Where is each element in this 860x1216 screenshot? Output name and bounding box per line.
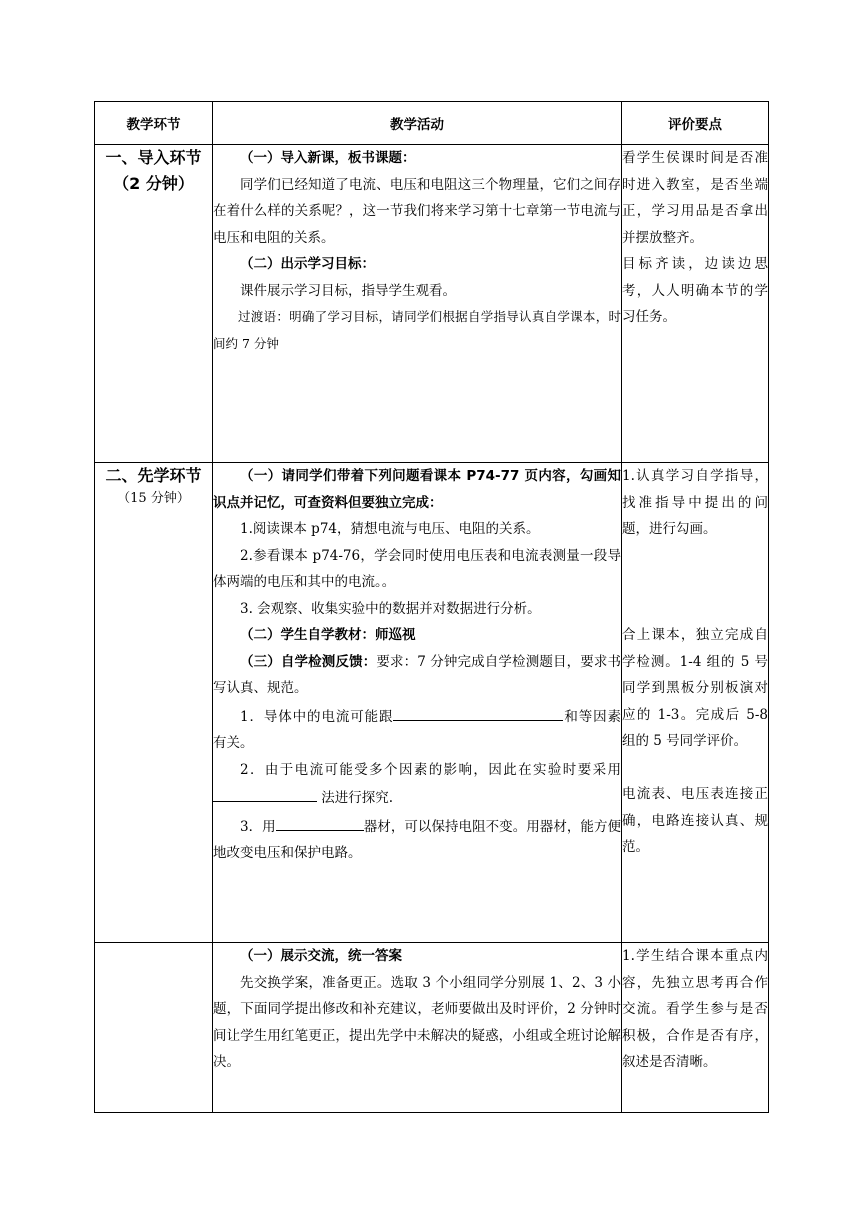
stage-cell — [95, 145, 213, 463]
evaluation-cell — [622, 943, 769, 1113]
answer-blank — [393, 702, 563, 721]
evaluation-text: 目标齐读，边读边思考，人人明确本节的学习任务。 — [622, 256, 768, 325]
table-row — [95, 145, 769, 463]
header-evaluation: 评价要点 — [622, 102, 769, 145]
section-heading: （三）自学检测反馈： — [240, 653, 377, 670]
question — [213, 702, 621, 757]
question-text: 器材，能方便地改变电压和保护电路。 — [213, 818, 622, 861]
paragraph: 过渡语：明确了学习目标，请同学们根据自学指导认真自学课本，时间约 7 分钟 — [213, 309, 621, 351]
stage-time: （2 分钟） — [113, 174, 194, 193]
stage-time: （15 分钟） — [117, 491, 190, 506]
question-text: 和 — [563, 708, 579, 725]
stage-cell — [95, 943, 213, 1113]
answer-blank — [213, 783, 317, 802]
evaluation-text: 1.认真学习自学指导，找准指导中提出的问题，进行勾画。 — [622, 468, 768, 537]
table-row — [95, 943, 769, 1113]
activity-cell — [213, 463, 622, 943]
evaluation-text: 1.学生结合课本重点内容，先独立思考再合作交流。看学生参与是否积极，合作是否有序，叙述是否清晰。 — [622, 948, 768, 1070]
paragraph-text: 要求：7 分钟完成自学检测题目，要求书写认真、规范。 — [213, 653, 621, 696]
paragraph: 课件展示学习目标，指导学生观看。 — [240, 282, 456, 299]
stage-cell — [95, 463, 213, 943]
question-text: 等因素有关。 — [213, 708, 622, 751]
question-text: 3．用 — [240, 818, 276, 835]
answer-blank — [276, 812, 364, 831]
question-text: 器材，可以保持电阻不变。用 — [363, 818, 540, 835]
list-item: 2.参看课本 p74-76，学会同时使用电压表和电流表测量一段导体两端的电压和其中的电流。。 — [213, 547, 621, 590]
section-heading: （二）学生自学教材：师巡视 — [240, 627, 416, 643]
question — [213, 812, 621, 867]
lesson-plan-table — [94, 101, 769, 1113]
header-activity: 教学活动 — [213, 102, 622, 145]
header-row — [95, 102, 769, 145]
paragraph: 先交换学案，准备更正。选取 3 个小组同学分别展 1、2、3 小题，下面同学提出修改和补充建议，老师要做出及时评价，2 分钟时间让学生用红笔更正，提出先学中未解决的疑惑，小组或全班讨论解决。 — [213, 974, 621, 1070]
evaluation-text: 看学生侯课时间是否准时进入教室，是否坐端正，学习用品是否拿出并摆放整齐。 — [622, 150, 768, 246]
list-item: 3. 会观察、收集实验中的数据并对数据进行分析。 — [240, 600, 541, 617]
stage-title: 一、导入环节 — [105, 148, 202, 167]
question-text: 法进行探究. — [317, 790, 394, 806]
section-heading: （一）导入新课，板书课题： — [240, 150, 416, 166]
evaluation-text: 合上课本，独立完成自学检测。1-4 组的 5 号同学到黑板分别板演对应的 1-3。完成后 5-8 组的 5 号同学评价。 — [622, 627, 768, 749]
question-text: 2．由于电流可能受多个因素的影响，因此在实验时要采用 — [240, 761, 621, 778]
question-text: 1．导体中的电流可能跟 — [240, 708, 394, 725]
section-heading: （一）展示交流，统一答案 — [240, 948, 402, 964]
evaluation-cell — [622, 463, 769, 943]
evaluation-cell — [622, 145, 769, 463]
section-heading: （一）请同学们带着下列问题看课本 P74-77 页内容，勾画知识点并记忆，可查资料但要独立完成： — [213, 468, 621, 511]
paragraph: 同学们已经知道了电流、电压和电阻这三个物理量，它们之间存在着什么样的关系呢？，这一节我们将来学习第十七章第一节电流与电压和电阻的关系。 — [213, 176, 621, 246]
activity-cell — [213, 145, 622, 463]
table-row — [95, 463, 769, 943]
evaluation-text: 电流表、电压表连接正确，电路连接认真、规范。 — [622, 786, 768, 855]
section-heading: （二）出示学习目标： — [240, 256, 375, 272]
paragraph — [213, 649, 621, 702]
activity-cell — [213, 943, 622, 1113]
question — [213, 757, 621, 812]
header-stage: 教学环节 — [95, 102, 213, 145]
stage-title: 二、先学环节 — [105, 466, 202, 485]
list-item: 1.阅读课本 p74，猜想电流与电压、电阻的关系。 — [240, 521, 540, 537]
